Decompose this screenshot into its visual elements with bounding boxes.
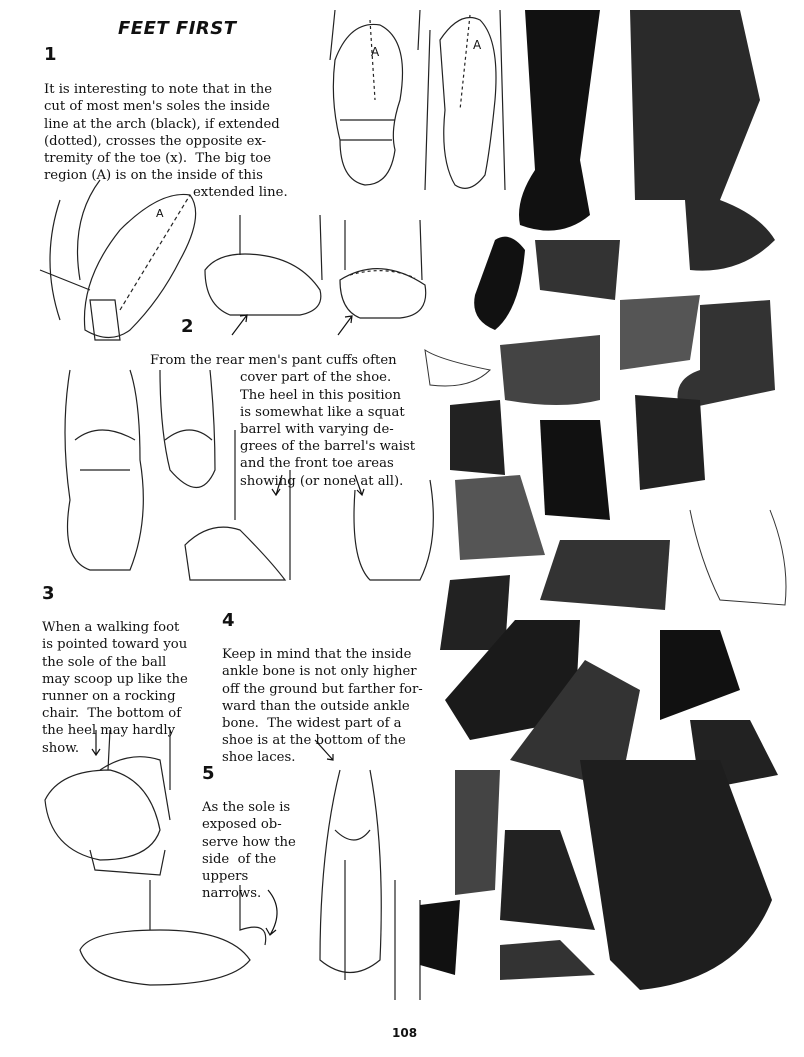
text-line: is pointed toward you xyxy=(42,637,188,653)
text-line: shoe laces. xyxy=(222,750,296,766)
section-2-text xyxy=(150,335,415,507)
section-number: 5 xyxy=(202,763,215,784)
text-line: bone. The widest part of a xyxy=(222,716,402,732)
page-title: FEET FIRST xyxy=(118,18,237,39)
section-5-text xyxy=(202,782,296,920)
shoe-sketch xyxy=(80,930,250,985)
text-line: cover part of the shoe. xyxy=(240,370,392,386)
label-a: A xyxy=(371,45,380,59)
text-line: uppers xyxy=(202,869,249,885)
text-line: grees of the barrel's waist xyxy=(240,439,416,455)
text-line: narrows. xyxy=(202,886,262,902)
text-line: side of the xyxy=(202,851,277,867)
text-line: off the ground but farther for- xyxy=(222,681,423,697)
section-1-text xyxy=(44,64,288,219)
text-line: As the sole is xyxy=(202,800,291,816)
text-line: showing (or none at all). xyxy=(240,473,404,489)
text-line: region (A) is on the inside of this xyxy=(44,168,263,184)
text-line: It is interesting to note that in the xyxy=(44,82,273,98)
section-number: 4 xyxy=(222,610,235,631)
text-line: From the rear men's pant cuffs often xyxy=(150,353,397,369)
section-4-text xyxy=(222,629,423,784)
text-line: the heel may hardly xyxy=(42,723,176,739)
text-line: the sole of the ball xyxy=(42,654,167,670)
section-number: 2 xyxy=(181,316,194,337)
text-line: show. xyxy=(42,740,80,756)
section-number: 1 xyxy=(44,44,57,65)
label-a: A xyxy=(156,207,164,220)
ink-shoe-drawings xyxy=(420,10,778,990)
section-number: 3 xyxy=(42,583,55,604)
text-line: ward than the outside ankle xyxy=(222,698,410,714)
text-line: tremity of the toe (x). The big toe xyxy=(44,151,272,167)
text-line: Keep in mind that the inside xyxy=(222,647,412,663)
text-line: When a walking foot xyxy=(42,620,180,636)
text-line: line at the arch (black), if extended xyxy=(44,116,280,132)
text-line: and the front toe areas xyxy=(240,456,394,472)
text-line: serve how the xyxy=(202,834,296,850)
text-line: barrel with varying de- xyxy=(240,422,394,438)
text-line: shoe is at the bottom of the xyxy=(222,733,406,749)
heel-sketch xyxy=(205,254,321,315)
text-line: (dotted), crosses the opposite ex- xyxy=(44,133,267,149)
text-line: The heel in this position xyxy=(240,387,401,403)
text-line: ankle bone is not only higher xyxy=(222,664,417,680)
label-a: A xyxy=(473,38,482,52)
sole-sketch xyxy=(333,24,402,185)
sole-sketch xyxy=(440,18,496,189)
text-line: exposed ob- xyxy=(202,817,282,833)
text-line: cut of most men's soles the inside xyxy=(44,99,270,115)
text-line: runner on a rocking xyxy=(42,689,176,705)
text-line: is somewhat like a squat xyxy=(240,404,405,420)
text-line: chair. The bottom of xyxy=(42,706,182,722)
page-number: 108 xyxy=(392,1026,418,1040)
shoe-sketch xyxy=(45,770,160,860)
section-3-text xyxy=(42,602,188,774)
text-line: extended line. xyxy=(193,185,288,201)
text-line: may scoop up like the xyxy=(42,671,188,687)
